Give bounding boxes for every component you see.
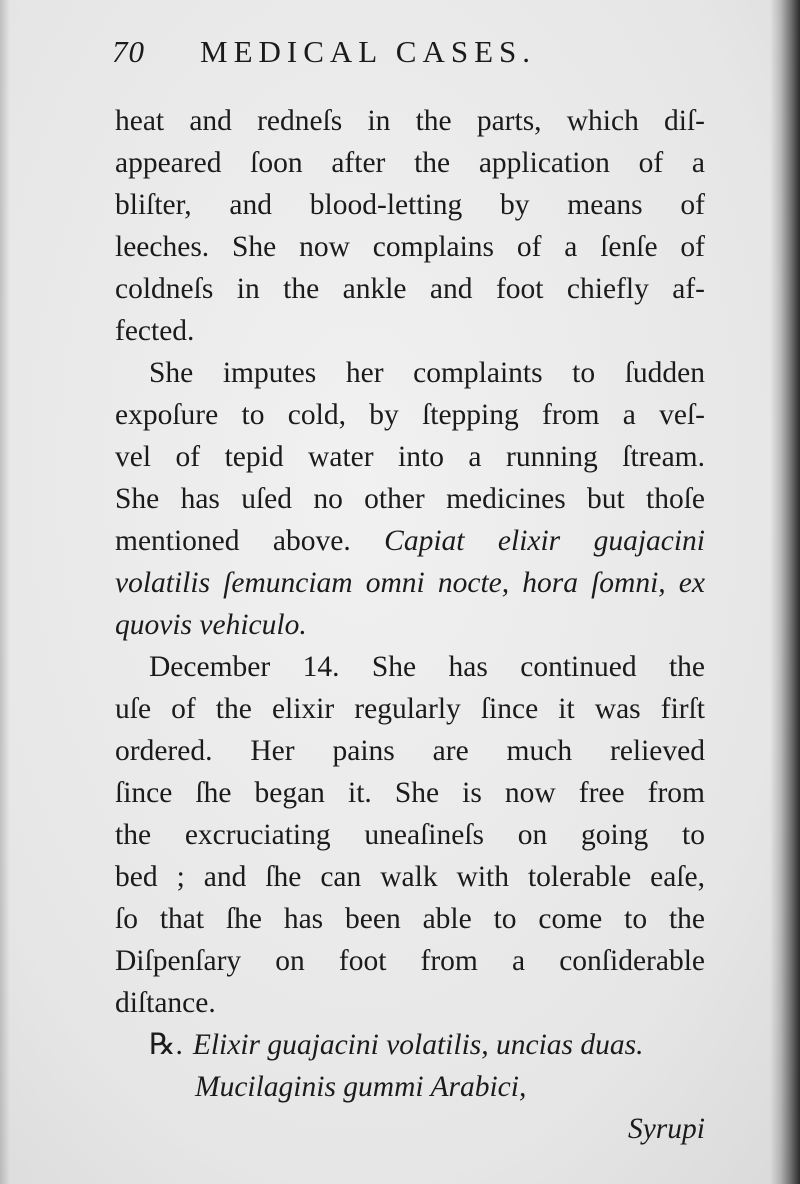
text-line: ordered. Her pains are much relieved (115, 735, 705, 767)
recipe-line (115, 1024, 705, 1066)
book-gutter-shadow (770, 0, 800, 1184)
text-line: expoſure to cold, by ſtepping from a veſ- (115, 399, 705, 431)
text-line: December 14. She has continued the (149, 651, 705, 683)
text-line: diſtance. (115, 987, 216, 1019)
text-line: uſe of the elixir regularly ſince it was firſt (115, 693, 705, 725)
text-line: fected. (115, 315, 195, 347)
text-line: vel of tepid water into a running ſtream. (115, 441, 705, 473)
italic-prescription-line: quovis vehiculo. (115, 609, 307, 641)
text-line: coldneſs in the ankle and foot chiefly af- (115, 273, 705, 305)
text-line: ſince ſhe began it. She is now free from (115, 777, 705, 809)
text-line (115, 520, 705, 562)
page-left-edge (0, 0, 10, 1184)
recipe-symbol: ℞. (149, 1029, 183, 1061)
text-line: the excruciating uneaſineſs on going to (115, 819, 705, 851)
italic-prescription-line: volatilis ſemunciam omni nocte, hora ſomni, ex (115, 567, 705, 599)
text-line: bed ; and ſhe can walk with tolerable eaſe, (115, 861, 705, 893)
running-head: MEDICAL CASES. (200, 34, 537, 69)
text-line: ſo that ſhe has been able to come to the (115, 903, 705, 935)
recipe-line: Mucilaginis gummi Arabici, (195, 1071, 527, 1103)
text-line: bliſter, and blood-letting by means of (115, 189, 705, 221)
text-line: leeches. She now complains of a ſenſe of (115, 231, 705, 263)
catchword: Syrupi (627, 1113, 705, 1145)
body-text (115, 100, 705, 1150)
page-header (112, 28, 632, 78)
text-line: heat and redneſs in the parts, which diſ- (115, 105, 705, 137)
text-segment: mentioned above. (115, 525, 351, 557)
page-number: 70 (112, 34, 145, 69)
text-line: She has uſed no other medicines but thoſe (115, 483, 705, 515)
text-line: Diſpenſary on foot from a conſiderable (115, 945, 705, 977)
text-line: appeared ſoon after the application of a (115, 147, 705, 179)
text-line: She imputes her complaints to ſudden (149, 357, 705, 389)
italic-prescription-text: Capiat elixir guajacini (384, 525, 705, 557)
recipe-text: Elixir guajacini volatilis, uncias duas. (192, 1029, 644, 1061)
